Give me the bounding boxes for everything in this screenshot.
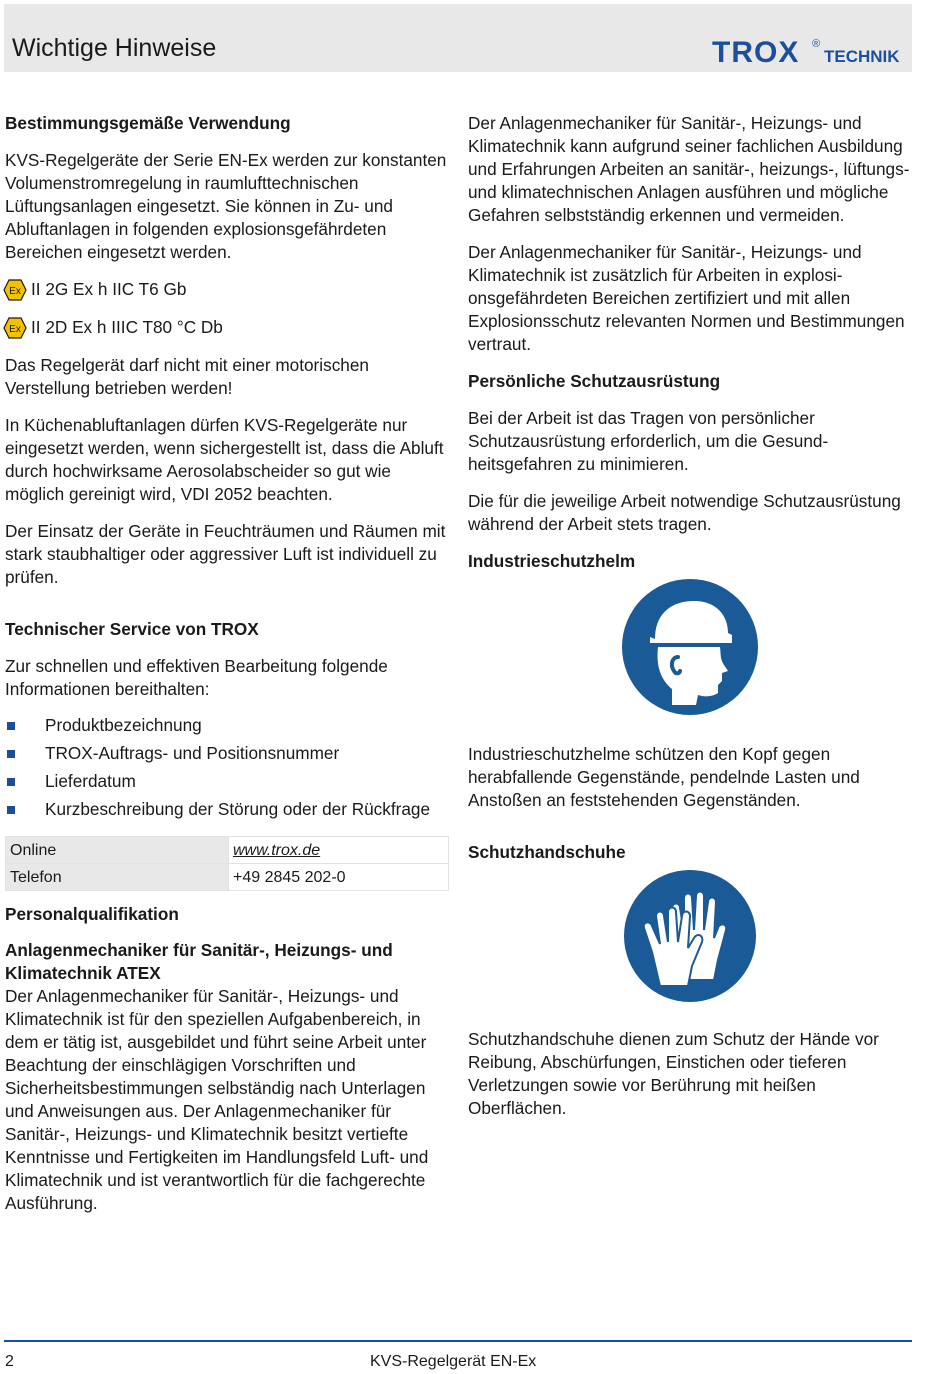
- section-title-personnel-qualification: Personalqualifikation: [5, 904, 179, 924]
- page-number: 2: [5, 1353, 14, 1370]
- phone-label: Telefon: [6, 864, 229, 891]
- ex-marking-2: [5, 316, 452, 339]
- bullet-square-icon: [7, 722, 15, 730]
- bullet-square-icon: [7, 806, 15, 814]
- list-item: TROX-Auftrags- und Positionsnummer: [5, 742, 452, 765]
- hard-hat-mandatory-icon: [620, 577, 760, 717]
- helmet-paragraph: Industrieschutzhelme schützen den Kopf gegen herabfallende Gegenstände, pendelnde Lasten und Anstoßen an feststehenden Gegenständen.: [468, 744, 860, 810]
- section-title-ppe: Persönliche Schutzausrüstung: [468, 371, 721, 391]
- website-link[interactable]: www.trox.de: [233, 841, 321, 859]
- logo-sub-text: TECHNIK: [824, 47, 900, 66]
- page-header: [4, 4, 912, 72]
- list-item: Produktbezeichnung: [5, 714, 452, 737]
- section-title-helmet: Industrieschutzhelm: [468, 551, 636, 571]
- logo-brand-text: TROX: [712, 36, 800, 66]
- contact-table: [5, 836, 449, 891]
- ex-marking-1-text: II 2G Ex h IIC T6 Gb: [31, 279, 187, 299]
- svg-text:Ex: Ex: [9, 323, 21, 335]
- section-title-technical-service: Technischer Service von TROX: [5, 619, 259, 639]
- intended-use-paragraph-3: In Küchenabluftanlagen dürfen KVS-Regelgeräte nur eingesetzt werden, wenn sichergestellt ist, dass die Abluft durch hochwirksame Aerosolabscheider so gut wie möglich gereinigt wird, VDI 2052 beachten.: [5, 415, 444, 504]
- safety-gloves-mandatory-icon: [622, 868, 758, 1004]
- bullet-square-icon: [7, 750, 15, 758]
- online-value-cell: [229, 837, 449, 864]
- section-title-intended-use: Bestimmungsgemäße Verwendung: [5, 113, 291, 133]
- table-row: [6, 837, 449, 864]
- mechanic-paragraph-1: Der Anlagenmechaniker für Sanitär-, Heizungs- und Klimatechnik kann aufgrund seiner fachlichen Ausbildung und Erfahrungen Arbeiten an sanitär-, heizungs-, lüftungs- und klimatechnischen Anlagen ausführen und mögliche Gefahren selbstständig erkennen und vermeiden.: [468, 113, 910, 225]
- footer-divider: [4, 1340, 912, 1342]
- list-item: Kurzbeschreibung der Störung oder der Rückfrage: [5, 798, 452, 821]
- bullet-square-icon: [7, 778, 15, 786]
- phone-value: +49 2845 202-0: [229, 864, 449, 891]
- ex-marking-2-text: II 2D Ex h IIIC T80 °C Db: [31, 317, 223, 337]
- gloves-paragraph: Schutzhandschuhe dienen zum Schutz der Hände vor Reibung, Abschürfungen, Einstichen oder tieferen Verletzungen sowie vor Berührung mit heißen Oberflächen.: [468, 1029, 879, 1118]
- service-info-list: [5, 714, 452, 821]
- ex-marking-1: [5, 278, 452, 301]
- list-item: Lieferdatum: [5, 770, 452, 793]
- mechanic-paragraph-2: Der Anlagenmechaniker für Sanitär-, Heizungs- und Klimatechnik ist zusätzlich für Arbeiten in explosionsgefährdeten Bereichen zertifiziert und mit allen Explosionsschutz relevanten Normen und Bestimmungen vertraut.: [468, 242, 905, 354]
- section-title-gloves: Schutzhandschuhe: [468, 842, 626, 862]
- page-title: Wichtige Hinweise: [12, 34, 217, 62]
- online-label: Online: [6, 837, 229, 864]
- intended-use-paragraph-2: Das Regelgerät darf nicht mit einer motorischen Verstellung betrieben werden!: [5, 355, 369, 398]
- ex-hexagon-icon: [3, 317, 27, 339]
- trox-technik-logo: [710, 34, 906, 71]
- table-row: [6, 864, 449, 891]
- subsection-title-mechanic-atex: Anlagenmechaniker für Sanitär-, Heizungs- und Klimatechnik ATEX: [5, 940, 393, 983]
- ppe-paragraph-2: Die für die jeweilige Arbeit notwendige Schutzausrüstung während der Arbeit stets tragen.: [468, 491, 901, 534]
- ex-hexagon-icon: [3, 279, 27, 301]
- intended-use-paragraph-4: Der Einsatz der Geräte in Feuchträumen und Räumen mit stark staubhaltiger oder aggressiver Luft ist individuell zu prüfen.: [5, 521, 446, 587]
- mechanic-atex-paragraph: Der Anlagenmechaniker für Sanitär-, Heizungs- und Klimatechnik ist für den speziellen Aufgabenbereich, in dem er tätig ist, ausgebildet und führt seine Arbeit unter Beachtung der einschlägigen Vorschriften und Sicherheitsbestimmungen selbständig nach Unterlagen und Anweisungen aus. Der Anlagenmechaniker für Sanitär-, Heizungs- und Klimatechnik besitzt vertiefte Kenntnisse und Fertigkeiten im Handlungsfeld Luft- und Klimatechnik und ist verantwortlich für die fachgerechte Ausführung.: [5, 986, 429, 1213]
- left-column: [5, 112, 452, 1215]
- svg-text:Ex: Ex: [9, 285, 21, 297]
- technical-service-paragraph: Zur schnellen und effektiven Bearbeitung folgende Informationen bereithalten:: [5, 656, 388, 699]
- logo-registered-mark: ®: [812, 38, 821, 50]
- right-column: [468, 112, 913, 1120]
- intended-use-paragraph-1: KVS-Regelgeräte der Serie EN-Ex werden zur konstanten Volumenstromregelung in raumlufttechnischen Lüftungsanlagen eingesetzt. Sie können in Zu- und Abluftanlagen in folgenden explosionsgefährdeten Bereichen eingesetzt werden.: [5, 150, 447, 262]
- footer-document-title: KVS-Regelgerät EN-Ex: [370, 1353, 537, 1370]
- ppe-paragraph-1: Bei der Arbeit ist das Tragen von persönlicher Schutzausrüstung erforderlich, um die Gesundheitsgefahren zu minimieren.: [468, 408, 829, 474]
